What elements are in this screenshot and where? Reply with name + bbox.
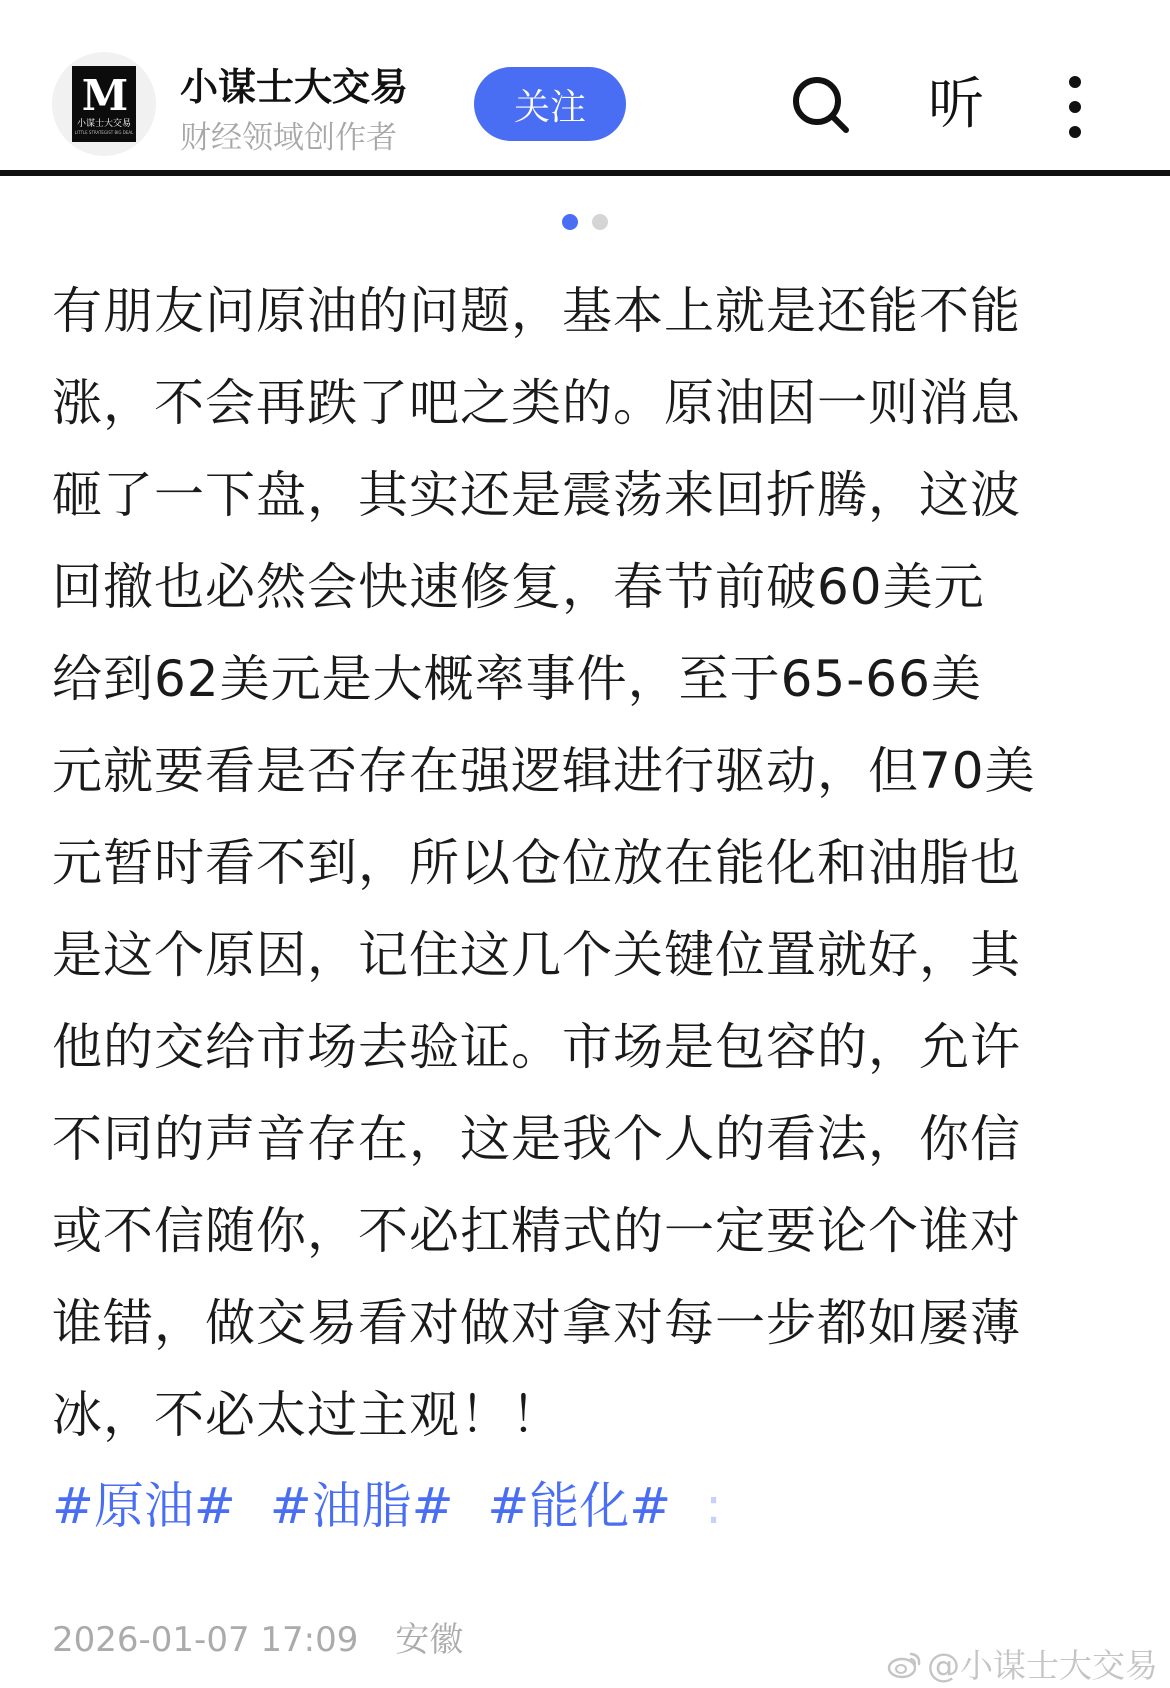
watermark-text: @小谋士大交易 [927, 1646, 1158, 1685]
post-meta [52, 1612, 463, 1661]
avatar-logo-subtext: LITTLE STRATEGIST BIG DEAL [74, 130, 134, 135]
post-line: 是这个原因，记住这几个关键位置就好，其 [52, 926, 1021, 984]
weibo-watermark [887, 1640, 1158, 1687]
post-line: 回撤也必然会快速修复，春节前破60美元 [52, 558, 985, 616]
hashtag-oils-fats[interactable]: #油脂# [269, 1477, 454, 1535]
avatar-logo-text: 小谋士大交易 [76, 119, 131, 129]
more-icon[interactable] [1060, 72, 1090, 142]
author-subtitle: 财经领域创作者 [180, 120, 397, 156]
weibo-icon [887, 1649, 923, 1679]
search-icon[interactable] [790, 74, 852, 136]
header-divider [0, 170, 1170, 176]
post-line: 砸了一下盘，其实还是震荡来回折腾，这波 [52, 466, 1021, 524]
post-line: 他的交给市场去验证。市场是包容的，允许 [52, 1018, 1021, 1076]
hashtag-energy-chemicals[interactable]: #能化# [487, 1477, 672, 1535]
listen-button[interactable]: 听 [928, 72, 984, 137]
author-avatar[interactable] [52, 52, 156, 156]
top-bar [0, 0, 1170, 170]
post-line: 或不信随你，不必扛精式的一定要论个谁对 [52, 1202, 1021, 1260]
post-line: 冰，不必太过主观！！ [52, 1386, 562, 1444]
post-line: 涨，不会再跌了吧之类的。原油因一则消息 [52, 374, 1021, 432]
follow-button[interactable]: 关注 [474, 67, 626, 141]
post-line: 给到62美元是大概率事件，至于65-66美 [52, 650, 982, 708]
post-region: 安徽 [395, 1620, 464, 1660]
hashtag-row [52, 1460, 722, 1552]
pager-dot[interactable] [592, 214, 608, 230]
avatar-logo-mark: M [81, 71, 127, 120]
post-timestamp: 2026-01-07 17:09 [52, 1620, 359, 1660]
post-line: 元暂时看不到，所以仓位放在能化和油脂也 [52, 834, 1021, 892]
hashtag-crude-oil[interactable]: #原油# [52, 1477, 236, 1535]
author-name[interactable]: 小谋士大交易 [180, 65, 409, 109]
image-pager [0, 214, 1170, 230]
post-line: 不同的声音存在，这是我个人的看法，你信 [52, 1110, 1021, 1168]
hashtag-overflow: : [705, 1477, 722, 1535]
pager-dot-active[interactable] [562, 214, 578, 230]
avatar-logo [72, 66, 136, 142]
post-line: 谁错，做交易看对做对拿对每一步都如屡薄 [52, 1294, 1021, 1352]
post-line: 元就要看是否存在强逻辑进行驱动，但70美 [52, 742, 1036, 800]
post-line: 有朋友问原油的问题，基本上就是还能不能 [52, 282, 1021, 340]
post-body [52, 265, 1132, 1461]
